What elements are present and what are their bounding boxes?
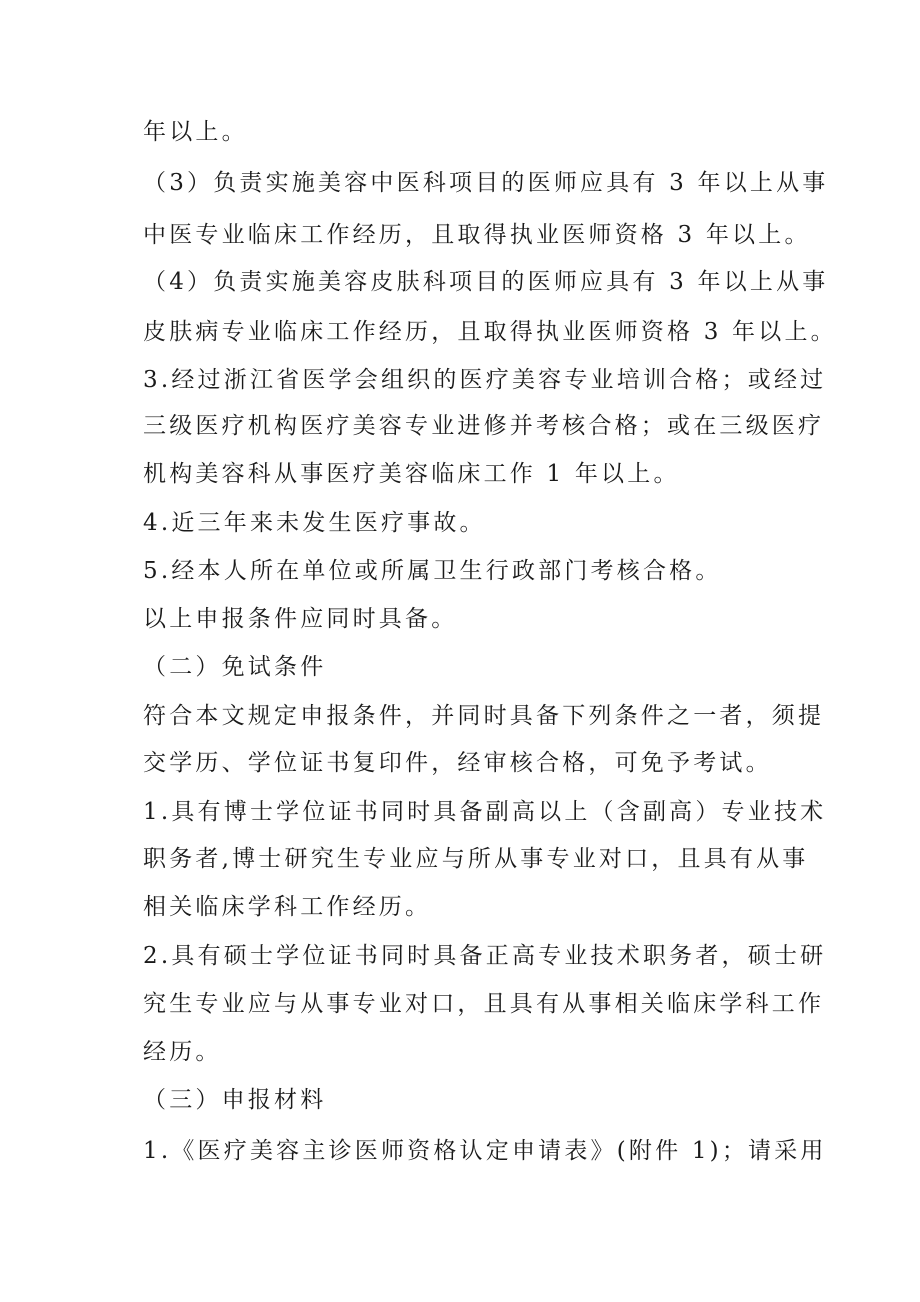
section-heading: （三）申报材料 bbox=[143, 1087, 327, 1113]
paragraph-line: 中医专业临床工作经历，且取得执业医师资格 3 年以上。 bbox=[143, 222, 811, 248]
paragraph-line: 以上申报条件应同时具备。 bbox=[143, 606, 458, 632]
paragraph-line: 三级医疗机构医疗美容专业进修并考核合格；或在三级医疗 bbox=[143, 413, 825, 439]
paragraph-line: 符合本文规定申报条件，并同时具备下列条件之一者，须提 bbox=[143, 703, 825, 729]
section-heading: （二）免试条件 bbox=[143, 654, 327, 680]
paragraph-line: （4）负责实施美容皮肤科项目的医师应具有 3 年以上从事 bbox=[143, 269, 829, 295]
paragraph-line: 2.具有硕士学位证书同时具备正高专业技术职务者，硕士研 bbox=[143, 943, 827, 969]
paragraph-line: 3.经过浙江省医学会组织的医疗美容专业培训合格；或经过 bbox=[143, 367, 827, 393]
paragraph-line: 机构美容科从事医疗美容临床工作 1 年以上。 bbox=[143, 461, 680, 487]
paragraph-line: 1.《医疗美容主诊医师资格认定申请表》(附件 1)；请采用 bbox=[143, 1138, 827, 1164]
paragraph-line: 4.近三年来未发生医疗事故。 bbox=[143, 510, 486, 536]
paragraph-line: 经历。 bbox=[143, 1039, 222, 1065]
paragraph-line: 究生专业应与从事专业对口，且具有从事相关临床学科工作 bbox=[143, 991, 825, 1017]
paragraph-line: 年以上。 bbox=[143, 119, 248, 145]
paragraph-line: 职务者,博士研究生专业应与所从事专业对口，且具有从事 bbox=[143, 846, 809, 872]
paragraph-line: 相关临床学科工作经历。 bbox=[143, 894, 432, 920]
paragraph-line: 5.经本人所在单位或所属卫生行政部门考核合格。 bbox=[143, 558, 722, 584]
paragraph-line: 皮肤病专业临床工作经历，且取得执业医师资格 3 年以上。 bbox=[143, 319, 837, 345]
paragraph-line: 1.具有博士学位证书同时具备副高以上（含副高）专业技术 bbox=[143, 799, 827, 825]
paragraph-line: 交学历、学位证书复印件，经审核合格，可免予考试。 bbox=[143, 750, 772, 776]
paragraph-line: （3）负责实施美容中医科项目的医师应具有 3 年以上从事 bbox=[143, 170, 829, 196]
